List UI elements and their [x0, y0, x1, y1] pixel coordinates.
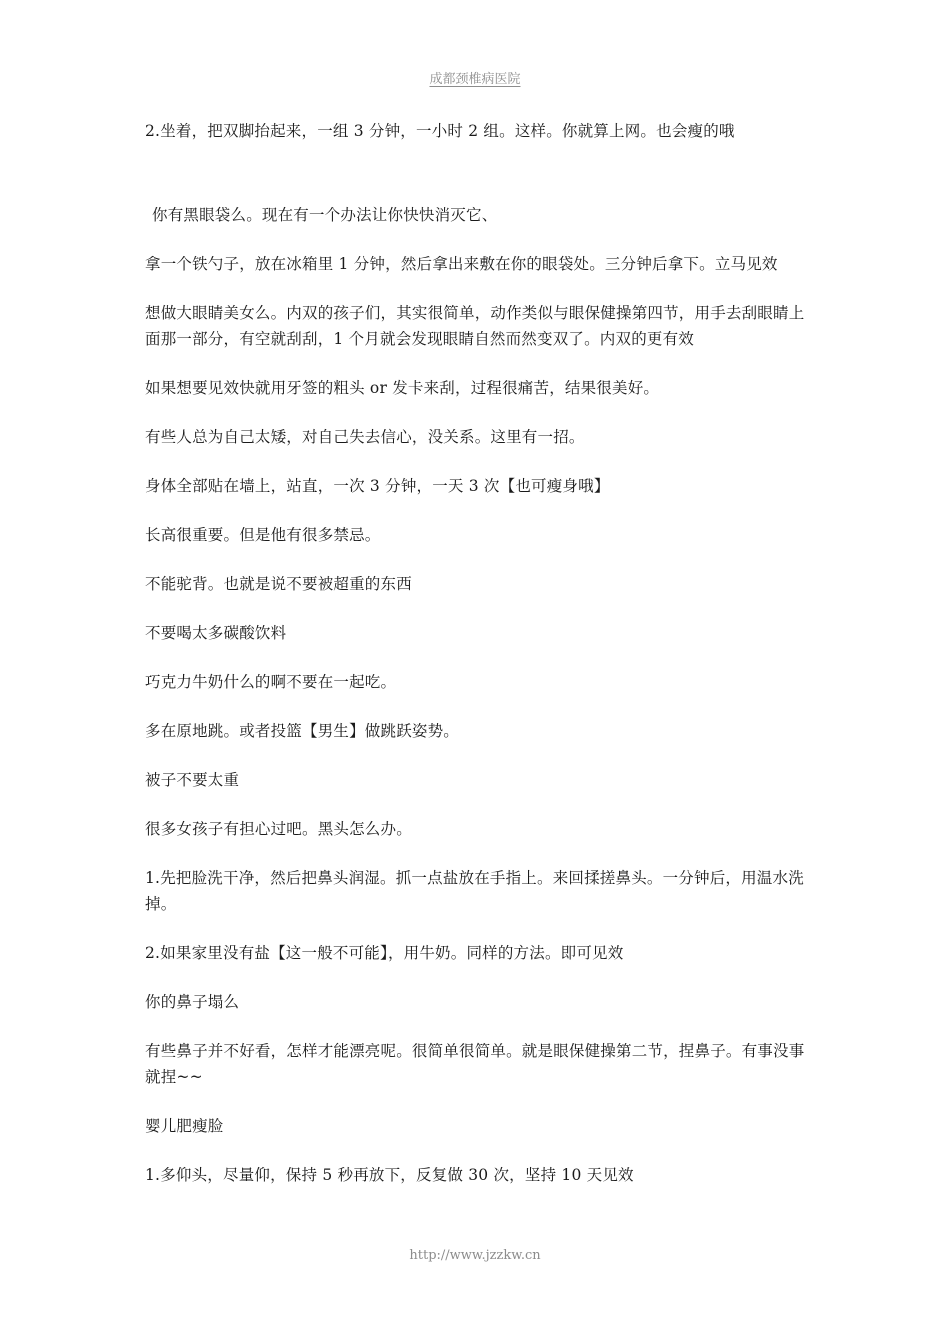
paragraph: 1.先把脸洗干净，然后把鼻头润湿。抓一点盐放在手指上。来回揉搓鼻头。一分钟后，用温水洗掉。	[145, 869, 804, 913]
paragraph: 不要喝太多碳酸饮料	[145, 624, 287, 642]
paragraph: 被子不要太重	[145, 771, 240, 789]
paragraph: 2.坐着，把双脚抬起来，一组 3 分钟，一小时 2 组。这样。你就算上网。也会瘦的哦	[145, 122, 735, 140]
paragraph: 有些鼻子并不好看，怎样才能漂亮呢。很简单很简单。就是眼保健操第二节，捏鼻子。有事没事就捏~~	[145, 1042, 805, 1086]
paragraph: 婴儿肥瘦脸	[145, 1117, 224, 1135]
paragraph: 拿一个铁勺子，放在冰箱里 1 分钟，然后拿出来敷在你的眼袋处。三分钟后拿下。立马见效	[145, 255, 778, 273]
paragraph: 长高很重要。但是他有很多禁忌。	[145, 526, 381, 544]
paragraph: 身体全部贴在墙上，站直，一次 3 分钟，一天 3 次【也可瘦身哦】	[145, 477, 610, 495]
paragraph: 很多女孩子有担心过吧。黑头怎么办。	[145, 820, 412, 838]
paragraph: 如果想要见效快就用牙签的粗头 or 发卡来刮，过程很痛苦，结果很美好。	[145, 379, 660, 397]
document-body	[145, 118, 810, 1188]
page-footer-url: http://www.jzzkw.cn	[409, 1248, 541, 1263]
paragraph: 多在原地跳。或者投篮【男生】做跳跃姿势。	[145, 722, 460, 740]
paragraph: 1.多仰头，尽量仰，保持 5 秒再放下，反复做 30 次，坚持 10 天见效	[145, 1166, 634, 1184]
paragraph: 2.如果家里没有盐【这一般不可能】，用牛奶。同样的方法。即可见效	[145, 944, 624, 962]
paragraph: 不能驼背。也就是说不要被超重的东西	[145, 575, 412, 593]
paragraph: 你的鼻子塌么	[145, 993, 240, 1011]
paragraph: 想做大眼睛美女么。内双的孩子们，其实很简单，动作类似与眼保健操第四节，用手去刮眼睛上面那一部分，有空就刮刮，1 个月就会发现眼睛自然而然变双了。内双的更有效	[145, 304, 805, 348]
paragraph: 你有黑眼袋么。现在有一个办法让你快快消灭它、	[152, 206, 498, 224]
paragraph: 有些人总为自己太矮，对自己失去信心，没关系。这里有一招。	[145, 428, 585, 446]
page-header: 成都颈椎病医院	[429, 72, 521, 87]
paragraph: 巧克力牛奶什么的啊不要在一起吃。	[145, 673, 397, 691]
